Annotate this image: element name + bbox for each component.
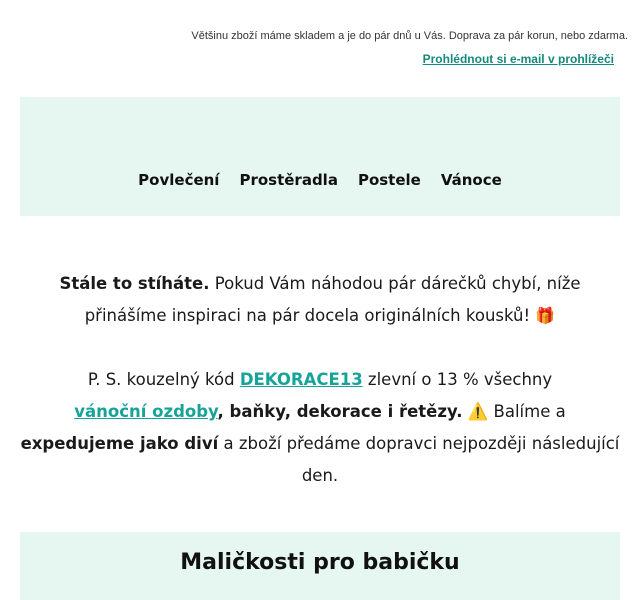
ps-middle: zlevní o 13 % všechny — [362, 370, 553, 389]
intro-paragraph — [20, 268, 620, 332]
ps-prefix: P. S. kouzelný kód — [87, 370, 240, 389]
ps-after-warn: Balíme a — [488, 402, 566, 421]
christmas-ornaments-link[interactable]: vánoční ozdoby — [74, 402, 218, 421]
gift-icon: 🎁 — [535, 306, 556, 325]
view-in-browser-link[interactable]: Prohlédnout si e-mail v prohlížeči — [422, 52, 614, 66]
preheader-text: Většinu zboží máme skladem a je do pár dnů u Vás. Doprava za pár korun, nebo zdarma. — [191, 30, 628, 42]
ps-bold-items: , baňky, dekorace i řetězy. — [217, 402, 463, 421]
ps-bold-ship: expedujeme jako diví — [20, 434, 219, 453]
discount-code-link[interactable]: DEKORACE13 — [239, 370, 363, 389]
warning-icon: ⚠️ — [467, 402, 489, 421]
intro-bold-lead: Stále to stíháte. — [59, 274, 210, 293]
ps-suffix: a zboží předáme dopravci nejpozději následující den. — [218, 434, 620, 485]
nav-item-postele[interactable]: Postele — [357, 171, 421, 189]
intro-text: Pokud Vám náhodou pár dárečků chybí, níže přinášíme inspiraci na pár docela originálních kousků! — [84, 274, 581, 325]
section-title: Maličkosti pro babičku — [180, 550, 460, 575]
nav-item-povleceni[interactable]: Povlečení — [138, 171, 220, 189]
header-banner — [20, 97, 620, 216]
main-nav — [20, 171, 620, 189]
nav-item-vanoce[interactable]: Vánoce — [440, 171, 502, 189]
nav-item-prosteradla[interactable]: Prostěradla — [239, 171, 338, 189]
ps-paragraph — [20, 364, 620, 492]
